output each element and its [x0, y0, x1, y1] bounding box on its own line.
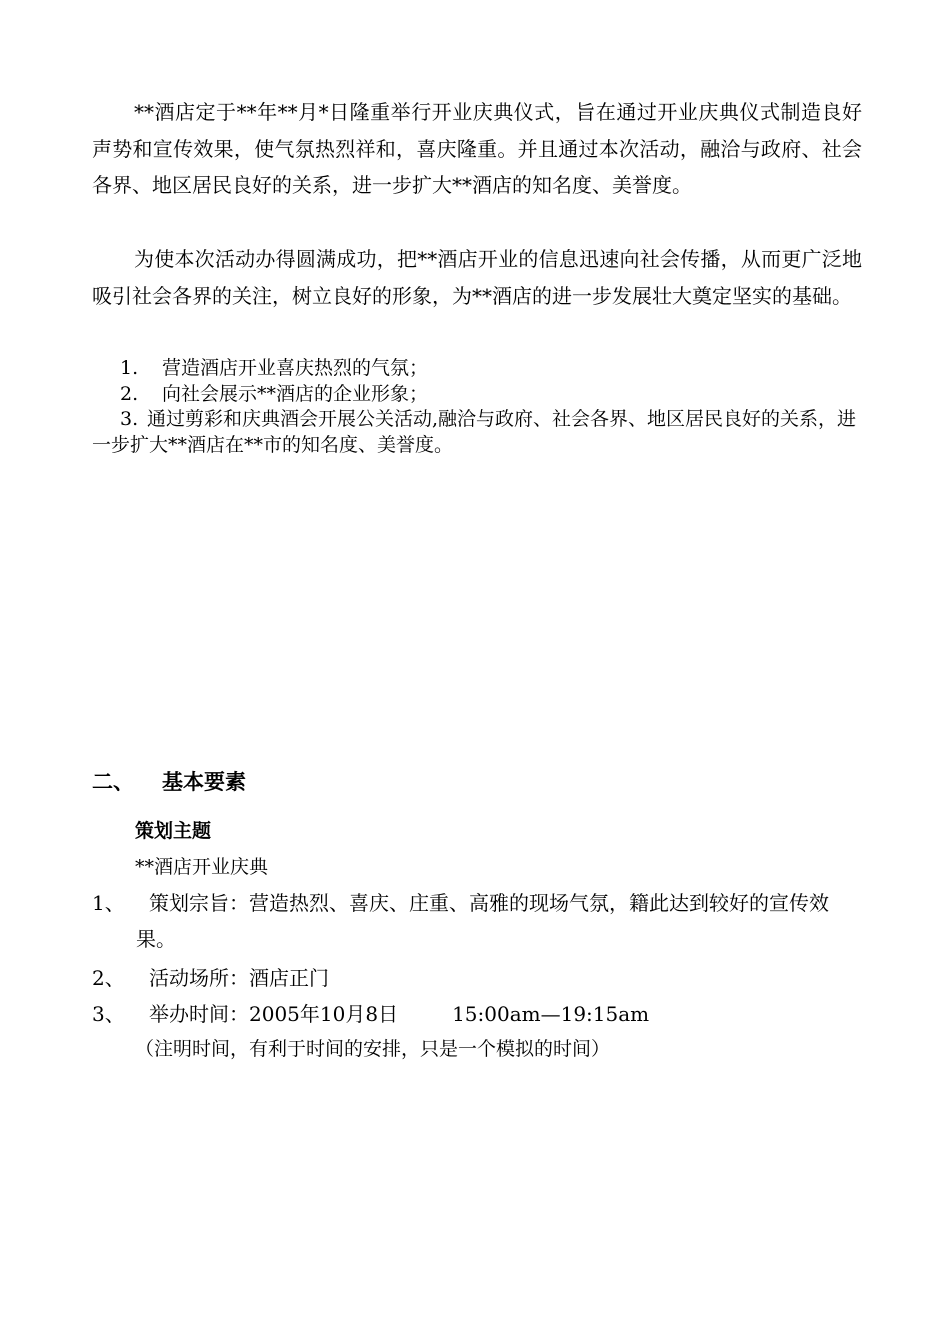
list-item-number: 1.	[120, 357, 139, 379]
intro-paragraph-2: 为使本次活动办得圆满成功，把**酒店开业的信息迅速向社会传播，从而更广泛地吸引社会各界的关注，树立良好的形象，为**酒店的进一步发展壮大奠定坚实的基础。	[92, 247, 862, 308]
list-item	[92, 382, 862, 408]
list-item	[92, 356, 862, 382]
item-number: 1、	[92, 891, 125, 915]
list-item-number: 3.	[120, 408, 139, 430]
list-item-text: 营造酒店开业喜庆热烈的气氛；	[162, 357, 429, 379]
list-item-text: 通过剪彩和庆典酒会开展公关活动,融洽与政府、社会各界、地区居民良好的关系，进一步扩大**酒店在**市的知名度、美誉度。	[92, 408, 857, 456]
item-text: 活动场所：酒店正门	[149, 966, 329, 990]
theme-heading: 策划主题	[135, 820, 212, 842]
numbered-item	[92, 996, 862, 1032]
item-time: 15:00am—19:15am	[452, 1002, 650, 1026]
theme-value: **酒店开业庆典	[135, 856, 269, 878]
item-text: 举办时间：2005年10月8日	[149, 1002, 399, 1026]
list-item-text: 向社会展示**酒店的企业形象；	[162, 382, 429, 405]
section-number: 二、	[92, 770, 134, 794]
item-number: 3、	[92, 1002, 125, 1026]
list-item	[92, 407, 862, 458]
item-text: 策划宗旨：营造热烈、喜庆、庄重、高雅的现场气氛，籍此达到较好的宣传效果。	[136, 891, 829, 951]
item-text-wrap	[92, 996, 862, 1032]
numbered-item	[92, 960, 862, 996]
section-title: 基本要素	[162, 770, 246, 794]
numbered-item	[92, 885, 862, 957]
time-note: （注明时间，有利于时间的安排，只是一个模拟的时间）	[135, 1038, 611, 1060]
section-heading	[92, 764, 246, 800]
list-item-number: 2.	[120, 382, 139, 405]
item-number: 2、	[92, 966, 125, 990]
goals-list	[92, 356, 862, 458]
intro-paragraph-1: **酒店定于**年**月*日隆重举行开业庆典仪式，旨在通过开业庆典仪式制造良好声势和宣传效果，使气氛热烈祥和，喜庆隆重。并且通过本次活动，融洽与政府、社会各界、地区居民良好的关系，进一步扩大**酒店的知名度、美誉度。	[92, 100, 862, 197]
